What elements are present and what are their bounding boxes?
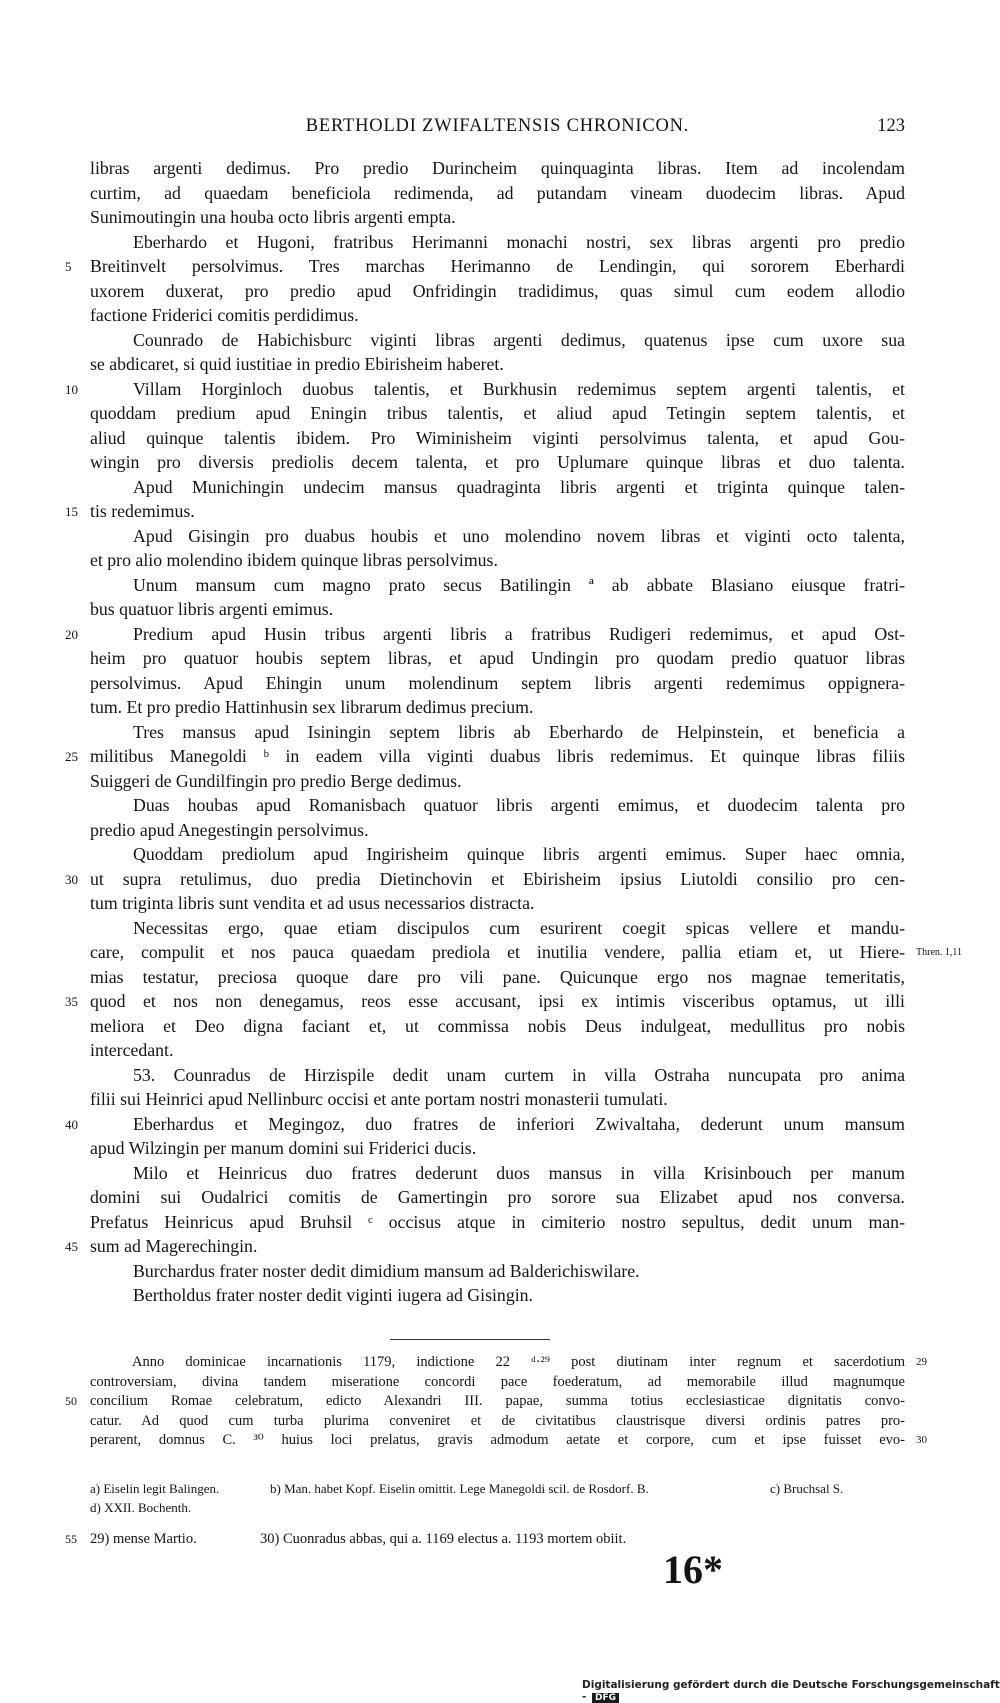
text-line [90,475,905,500]
line-text: Duas houbas apud Romanisbach quatuor libris argenti emimus, et duodecim talenta pro [133,795,905,815]
text-line [90,695,905,720]
line-number: 15 [65,504,78,519]
text-line [90,1185,905,1210]
text-line [90,1014,905,1039]
page-number: 123 [877,116,905,136]
text-line [90,1063,905,1088]
line-text: Eberhardo et Hugoni, fratribus Herimanni monachi nostri, sex libras argenti pro predio [133,231,905,252]
note-line [90,1373,905,1393]
text-line [90,1259,905,1284]
line-text: se abdicaret, si quid iustitiae in predio Ebirisheim haberet. [90,354,504,374]
text-line [90,671,905,696]
margin-reference: 30 [916,1434,927,1446]
line-text: aliud quinque talentis ibidem. Pro Wiminisheim viginti persolvimus talenta, et apud Gou- [90,427,905,448]
text-line [65,1112,905,1137]
text-line [90,916,905,941]
line-text: Counrado de Habichisburc viginti libras argenti dedimus, quatenus ipse cum uxore sua [133,329,905,350]
line-text: curtim, ad quaedam beneficiola redimenda, ad putandam vineam duodecim libras. Apud [90,182,905,203]
line-text: mias testatur, preciosa quoque dare pro vili pane. Quicunque ergo nos magnae temeritatis, [90,966,905,987]
line-text: heim pro quatuor houbis septem libras, et apud Undingin pro quodam predio quatuor libras [90,648,905,668]
critical-apparatus [90,1479,905,1517]
line-text: factione Friderici comitis perdidimus. [90,305,359,325]
line-text: quod et nos non denegamus, reos esse accusant, ipsi ex intimis visceribus optamus, ut illi [90,991,905,1011]
line-number: 5 [65,259,72,274]
dfg-logo: DFG [592,1693,619,1703]
text-line [90,965,905,990]
line-text: uxorem duxerat, pro predio apud Onfridingin tradidimus, quas simul cum eodem allodio [90,280,905,301]
text-line [90,426,905,451]
text-line [65,377,905,402]
footnote-29: 29) mense Martio. [90,1531,197,1547]
text-line [90,450,905,475]
text-line [90,940,963,965]
line-text: persolvimus. Apud Ehingin unum molendinum septem libris argenti redemimus oppignera- [90,672,905,693]
line-text: Bertholdus frater noster dedit viginti iugera ad Gisingin. [133,1285,533,1305]
text-line [65,1234,905,1259]
line-number: 10 [65,381,78,397]
text-line [65,254,905,279]
text-line [90,303,905,328]
line-number: 35 [65,994,78,1009]
dfg-credit [582,1679,1000,1703]
line-text: Villam Horginloch duobus talentis, et Burkhusin redemimus septem argenti talentis, et [133,378,905,399]
line-number: 55 [65,1532,77,1546]
text-line [90,842,905,867]
line-text: meliora et Deo digna faciant et, ut commissa nobis Deus indulgeat, medullitus pro nobis [90,1015,905,1036]
note-line [90,1412,905,1432]
footnote-30: 30) Cuonradus abbas, qui a. 1169 electus a. 1193 mortem obiit. [260,1531,627,1547]
line-text: Predium apud Husin tribus argenti libris a fratribus Rudigeri redemimus, et apud Ost- [133,623,905,644]
line-text: Burchardus frater noster dedit dimidium mansum ad Balderichiswilare. [133,1260,640,1281]
line-text: tis redemimus. [90,501,195,521]
line-text: quoddam predium apud Eningin tribus talentis, et aliud apud Tetingin septem talentis, et [90,403,905,423]
line-text: sum ad Magerechingin. [90,1236,258,1256]
text-line [90,573,905,598]
text-line [90,205,905,230]
line-text: Eberhardus et Megingoz, duo fratres de inferiori Zwivaltaha, dederunt unum mansum [133,1113,905,1134]
line-number: 40 [65,1116,78,1132]
text-line [90,548,905,573]
line-text: Apud Munichingin undecim mansus quadraginta libris argenti et triginta quinque talen- [133,476,905,497]
line-text: Apud Gisingin pro duabus houbis et uno molendino novem libras et viginti octo talenta, [133,525,905,546]
note-line [65,1392,905,1412]
text-line [90,1283,905,1308]
line-text: domini sui Oudalrici comitis de Gamertingin pro sorore sua Elizabet apud nos conversa. [90,1187,905,1207]
text-line [90,230,905,255]
margin-reference: 29 [916,1356,927,1368]
text-line [65,744,905,769]
annotation-paragraph [65,1353,927,1451]
text-line [90,1161,905,1186]
line-text: intercedant. [90,1040,174,1060]
text-line [90,524,905,549]
text-line [90,597,905,622]
line-text: predio apud Anegestingin persolvimus. [90,819,369,840]
line-text: filii sui Heinrici apud Nellinburc occisi et ante portam nostri monasterii tumulati. [90,1089,668,1109]
line-number: 45 [65,1239,78,1254]
text-line [90,401,905,426]
note-text: perarent, domnus C. ³⁰ huius loci prelatus, gravis admodum aetate et corpore, cum et ipse fuisset evo- [90,1432,905,1448]
line-text: Prefatus Heinricus apud Bruhsil ᶜ occisus atque in cimiterio nostro sepultus, dedit unum man- [90,1211,905,1232]
line-text: tum triginta libris sunt vendita et ad usus necessarios distracta. [90,893,535,913]
line-text: care, compulit et nos pauca quaedam prediola et inutilia vendere, pallia etiam et, ut Hiere- [90,942,905,962]
line-text: Breitinvelt persolvimus. Tres marchas Herimanno de Lendingin, qui sororem Eberhardi [90,256,905,276]
text-line [90,279,905,304]
text-line [90,818,905,843]
line-number: 50 [65,1394,77,1408]
line-text: ut supra retulimus, duo predia Dietinchovin et Ebirisheim ipsius Liutoldi consilio pro cen- [90,868,905,889]
note-line [90,1431,927,1451]
line-text: 53. Counradus de Hirzispile dedit unam curtem in villa Ostraha nuncupata pro anima [133,1064,905,1085]
line-text: militibus Manegoldi ᵇ in eadem villa viginti duabus libris redemimus. Et quinque libras filiis [90,746,905,766]
note-text: catur. Ad quod cum turba plurima conveniret et de civitatibus claustrisque diversi ordinis patres pro- [90,1412,905,1429]
margin-reference: Thren. 1,11 [916,947,963,958]
line-text: libras argenti dedimus. Pro predio Durincheim quinquaginta libras. Item ad incolendam [90,158,905,178]
running-title: BERTHOLDI ZWIFALTENSIS CHRONICON. [305,116,690,136]
note-line [90,1353,927,1373]
main-text [65,156,963,1308]
note-text: concilium Romae celebratum, edicto Alexandri III. papae, summa totius ecclesiasticae dignitatis convo- [90,1393,905,1409]
text-line [65,622,905,647]
text-line [65,989,905,1014]
text-line [65,867,905,892]
text-line [90,1136,905,1161]
running-header [90,116,905,146]
text-line [90,352,905,377]
text-line [90,1038,905,1063]
text-line [90,891,905,916]
text-line [90,156,905,181]
line-text: bus quatuor libris argenti emimus. [90,599,334,619]
dfg-credit-text: Digitalisierung gefördert durch die Deutsche Forschungsgemeinschaft - [582,1679,1000,1703]
line-text: Necessitas ergo, quae etiam discipulos cum esurirent coegit spicas vellere et mandu- [133,917,905,938]
text-line [90,1210,905,1235]
line-text: et pro alio molendino ibidem quinque libras persolvimus. [90,550,498,570]
text-line [65,499,905,524]
line-number: 30 [65,871,78,887]
apparatus-note-c: c) Bruchsal S. [770,1481,844,1496]
line-text: Suiggeri de Gundilfingin pro predio Berge dedimus. [90,770,462,791]
line-number: 20 [65,626,78,642]
text-line [90,769,905,794]
line-text: Unum mansum cum magno prato secus Batilingin ª ab abbate Blasiano eiusque fratri- [133,574,905,595]
text-line [90,181,905,206]
text-line [90,793,905,818]
line-text: Tres mansus apud Isiningin septem libris ab Eberhardo de Helpinstein, et beneficia a [133,721,905,742]
line-text: tum. Et pro predio Hattinhusin sex librarum dedimus precium. [90,697,534,717]
line-text: wingin pro diversis prediolis decem talenta, et pro Uplumare quinque libras et duo talenta. [90,452,905,472]
note-text: controversiam, divina tandem miseratione concordi pace foederatum, ad memorabile illud magnumque [90,1373,905,1390]
line-text: Sunimoutingin una houba octo libris argenti empta. [90,207,456,227]
apparatus-note-b: b) Man. habet Kopf. Eiselin omittit. Lege Manegoldi scil. de Rosdorf. B. [270,1481,649,1496]
text-line [90,328,905,353]
line-text: apud Wilzingin per manum domini sui Friderici ducis. [90,1138,477,1158]
text-line [90,720,905,745]
note-text: Anno dominicae incarnationis 1179, indictione 22 ᵈ·²⁹ post diutinam inter regnum et sacerdotium [132,1354,905,1370]
apparatus-note-a: a) Eiselin legit Balingen. [90,1481,220,1496]
line-text: Quoddam prediolum apud Ingirisheim quinque libris argenti emimus. Super haec omnia, [133,844,905,864]
separator-rule [390,1339,550,1340]
signature-mark: 16* [663,1547,723,1592]
apparatus-note-d: d) XXII. Bochenth. [90,1500,192,1515]
text-line [90,1087,905,1112]
line-text: Milo et Heinricus duo fratres dederunt duos mansus in villa Krisinbouch per manum [133,1162,905,1183]
line-number: 25 [65,749,78,764]
text-line [90,646,905,671]
